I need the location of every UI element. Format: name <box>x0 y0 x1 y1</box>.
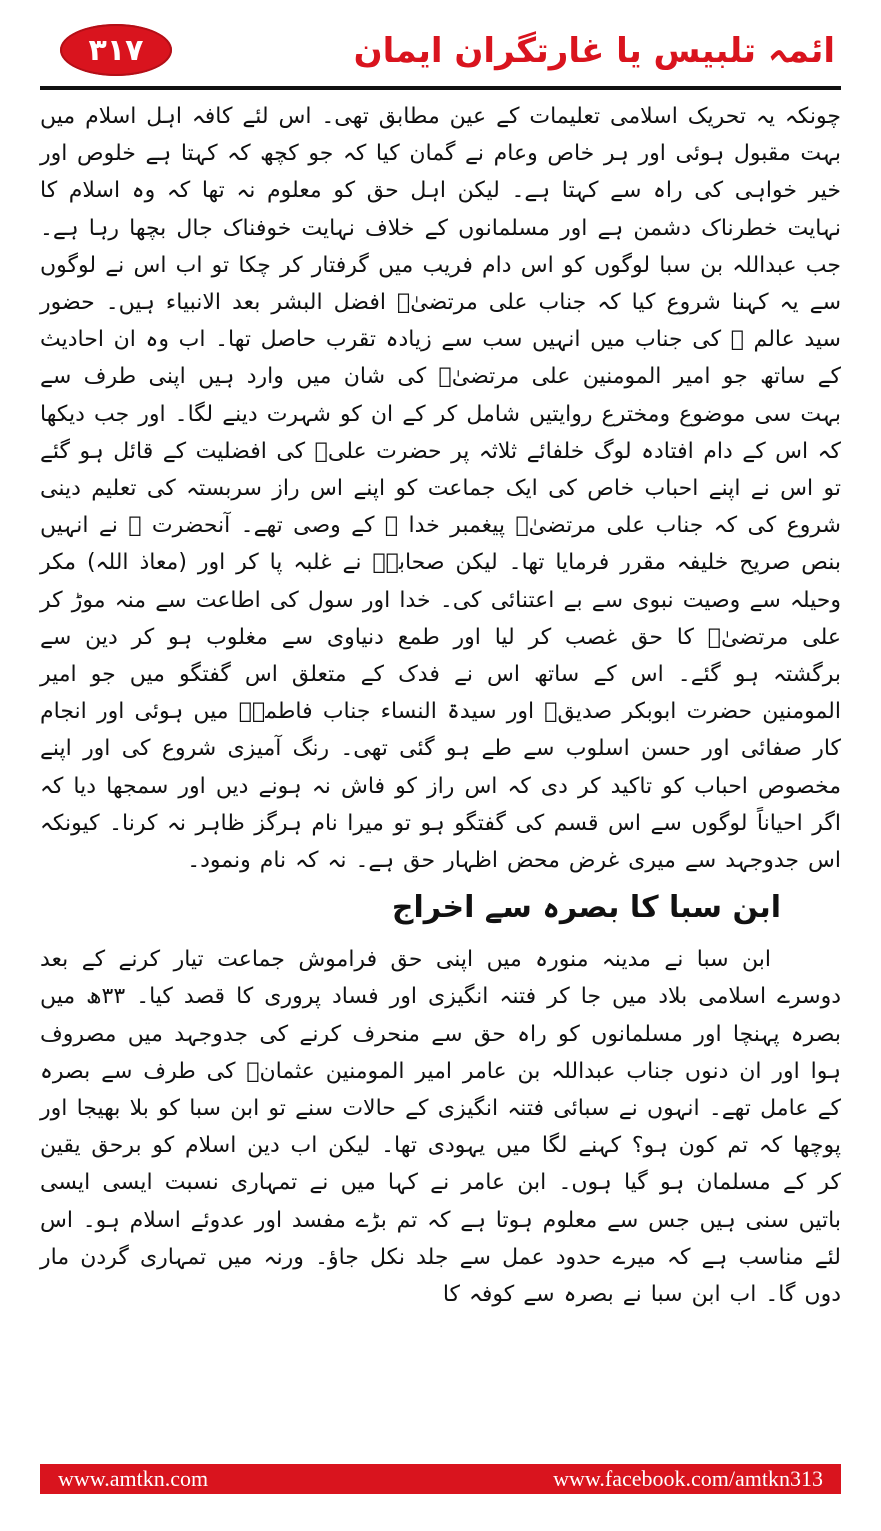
header-divider <box>40 86 841 90</box>
footer-website-link[interactable]: www.amtkn.com <box>58 1466 209 1491</box>
body-paragraph-1: چونکہ یہ تحریک اسلامی تعلیمات کے عین مطابق تھی۔ اس لئے کافہ اہل اسلام میں بہت مقبول ہوئی اور ہر خاص وعام نے گمان کیا کہ جو کچھ کہ کہتا ہے خلوص اور خیر خواہی کی راہ سے کہتا ہے۔ لیکن اہل حق کو معلوم نہ تھا کہ وہ اسلام کا نہایت خطرناک دشمن ہے اور مسلمانوں کے خلاف نہایت خوفناک جال بچھا رہا ہے۔ جب عبداللہ بن سبا لوگوں کو اس دام فریب میں گرفتار کر چکا تو اب اس نے لوگوں سے یہ کہنا شروع کیا کہ جناب علی مرتضیٰؓ افضل البشر بعد الانبیاء ہیں۔ حضور سید عالم ﷺ کی جناب میں انہیں سب سے زیادہ تقرب حاصل تھا۔ اب وہ ان احادیث کے ساتھ جو امیر المومنین علی مرتضیٰؓ کی شان میں وارد ہیں اپنی طرف سے بہت سی موضوع ومخترع روایتیں شامل کر کے ان کو شہرت دینے لگا۔ اور جب دیکھا کہ اس کے دام افتادہ لوگ خلفائے ثلاثہ پر حضرت علیؓ کی افضلیت کے قائل ہو گئے تو اس نے اپنے احباب خاص کی ایک جماعت کو اپنے اس راز سربستہ کی تعلیم دینی شروع کی کہ جناب علی مرتضیٰؓ پیغمبر خدا ﷺ کے وصی تھے۔ آنحضرت ﷺ نے انہیں بنص صریح خلیفہ مقرر فرمایا تھا۔ لیکن صحابہؓ نے غلبہ پا کر اور (معاذ اللہ) مکر وحیلہ سے وصیت نبوی سے بے اعتنائی کی۔ خدا اور سول کی اطاعت سے منہ موڑ کر علی مرتضیٰؓ کا حق غصب کر لیا اور طمع دنیاوی سے مغلوب ہو کر دین سے برگشتہ ہو گئے۔ اس کے ساتھ اس نے فدک کے متعلق اس گفتگو میں جو امیر المومنین حضرت ابوبکر صدیقؓ اور سیدۃ النساء جناب فاطمہؓ میں ہوئی اور انجام کار صفائی اور حسن اسلوب سے طے ہو گئی تھی۔ رنگ آمیزی شروع کی اور اپنے مخصوص احباب کو تاکید کر دی کہ اس راز کو فاش نہ ہونے دیں اور سمجھا دیا کہ اگر احیاناً لوگوں سے اس قسم کی گفتگو ہو تو میرا نام ہرگز ظاہر نہ کرنا۔ کیونکہ اس جدوجہد سے میری غرض محض اظہار حق ہے۔ نہ کہ نام ونمود۔ <box>40 104 841 874</box>
footer-facebook-link[interactable]: www.facebook.com/amtkn313 <box>553 1466 823 1491</box>
section-heading: ابن سبا کا بصرہ سے اخراج <box>391 890 781 926</box>
page-body <box>40 98 841 1313</box>
body-paragraph-2: ابن سبا نے مدینہ منورہ میں اپنی حق فراموش جماعت تیار کرنے کے بعد دوسرے اسلامی بلاد میں جا کر فتنہ انگیزی اور فساد پروری کا قصد کیا۔ ٣٣ھ میں بصرہ پہنچا اور مسلمانوں کو راہ حق سے منحرف کرنے کی جدوجہد میں مصروف ہوا اور ان دنوں جناب عبداللہ بن عامر امیر المومنین عثمانؓ کی طرف سے بصرہ کے عامل تھے۔ انہوں نے سبائی فتنہ انگیزی کے حالات سنے تو ابن سبا کو بلا بھیجا اور پوچھا کہ تم کون ہو؟ کہنے لگا میں یہودی تھا۔ لیکن اب دین اسلام کو برحق یقین کر کے مسلمان ہو گیا ہوں۔ ابن عامر نے کہا میں نے تمہاری نسبت ایسی ایسی باتیں سنی ہیں جس سے معلوم ہوتا ہے کہ تم بڑے مفسد اور عدوئے اسلام ہو۔ اس لئے مناسب ہے کہ میرے حدود عمل سے جلد نکل جاؤ۔ ورنہ میں تمہاری گردن مار دوں گا۔ اب ابن سبا نے بصرہ سے کوفہ کا <box>40 947 841 1308</box>
page-number-badge <box>60 24 172 76</box>
footer-bar <box>40 1464 841 1494</box>
page-number: ٣١٧ <box>88 32 144 68</box>
running-title: ائمہ تلبیس یا غارتگران ایمان <box>353 30 835 71</box>
